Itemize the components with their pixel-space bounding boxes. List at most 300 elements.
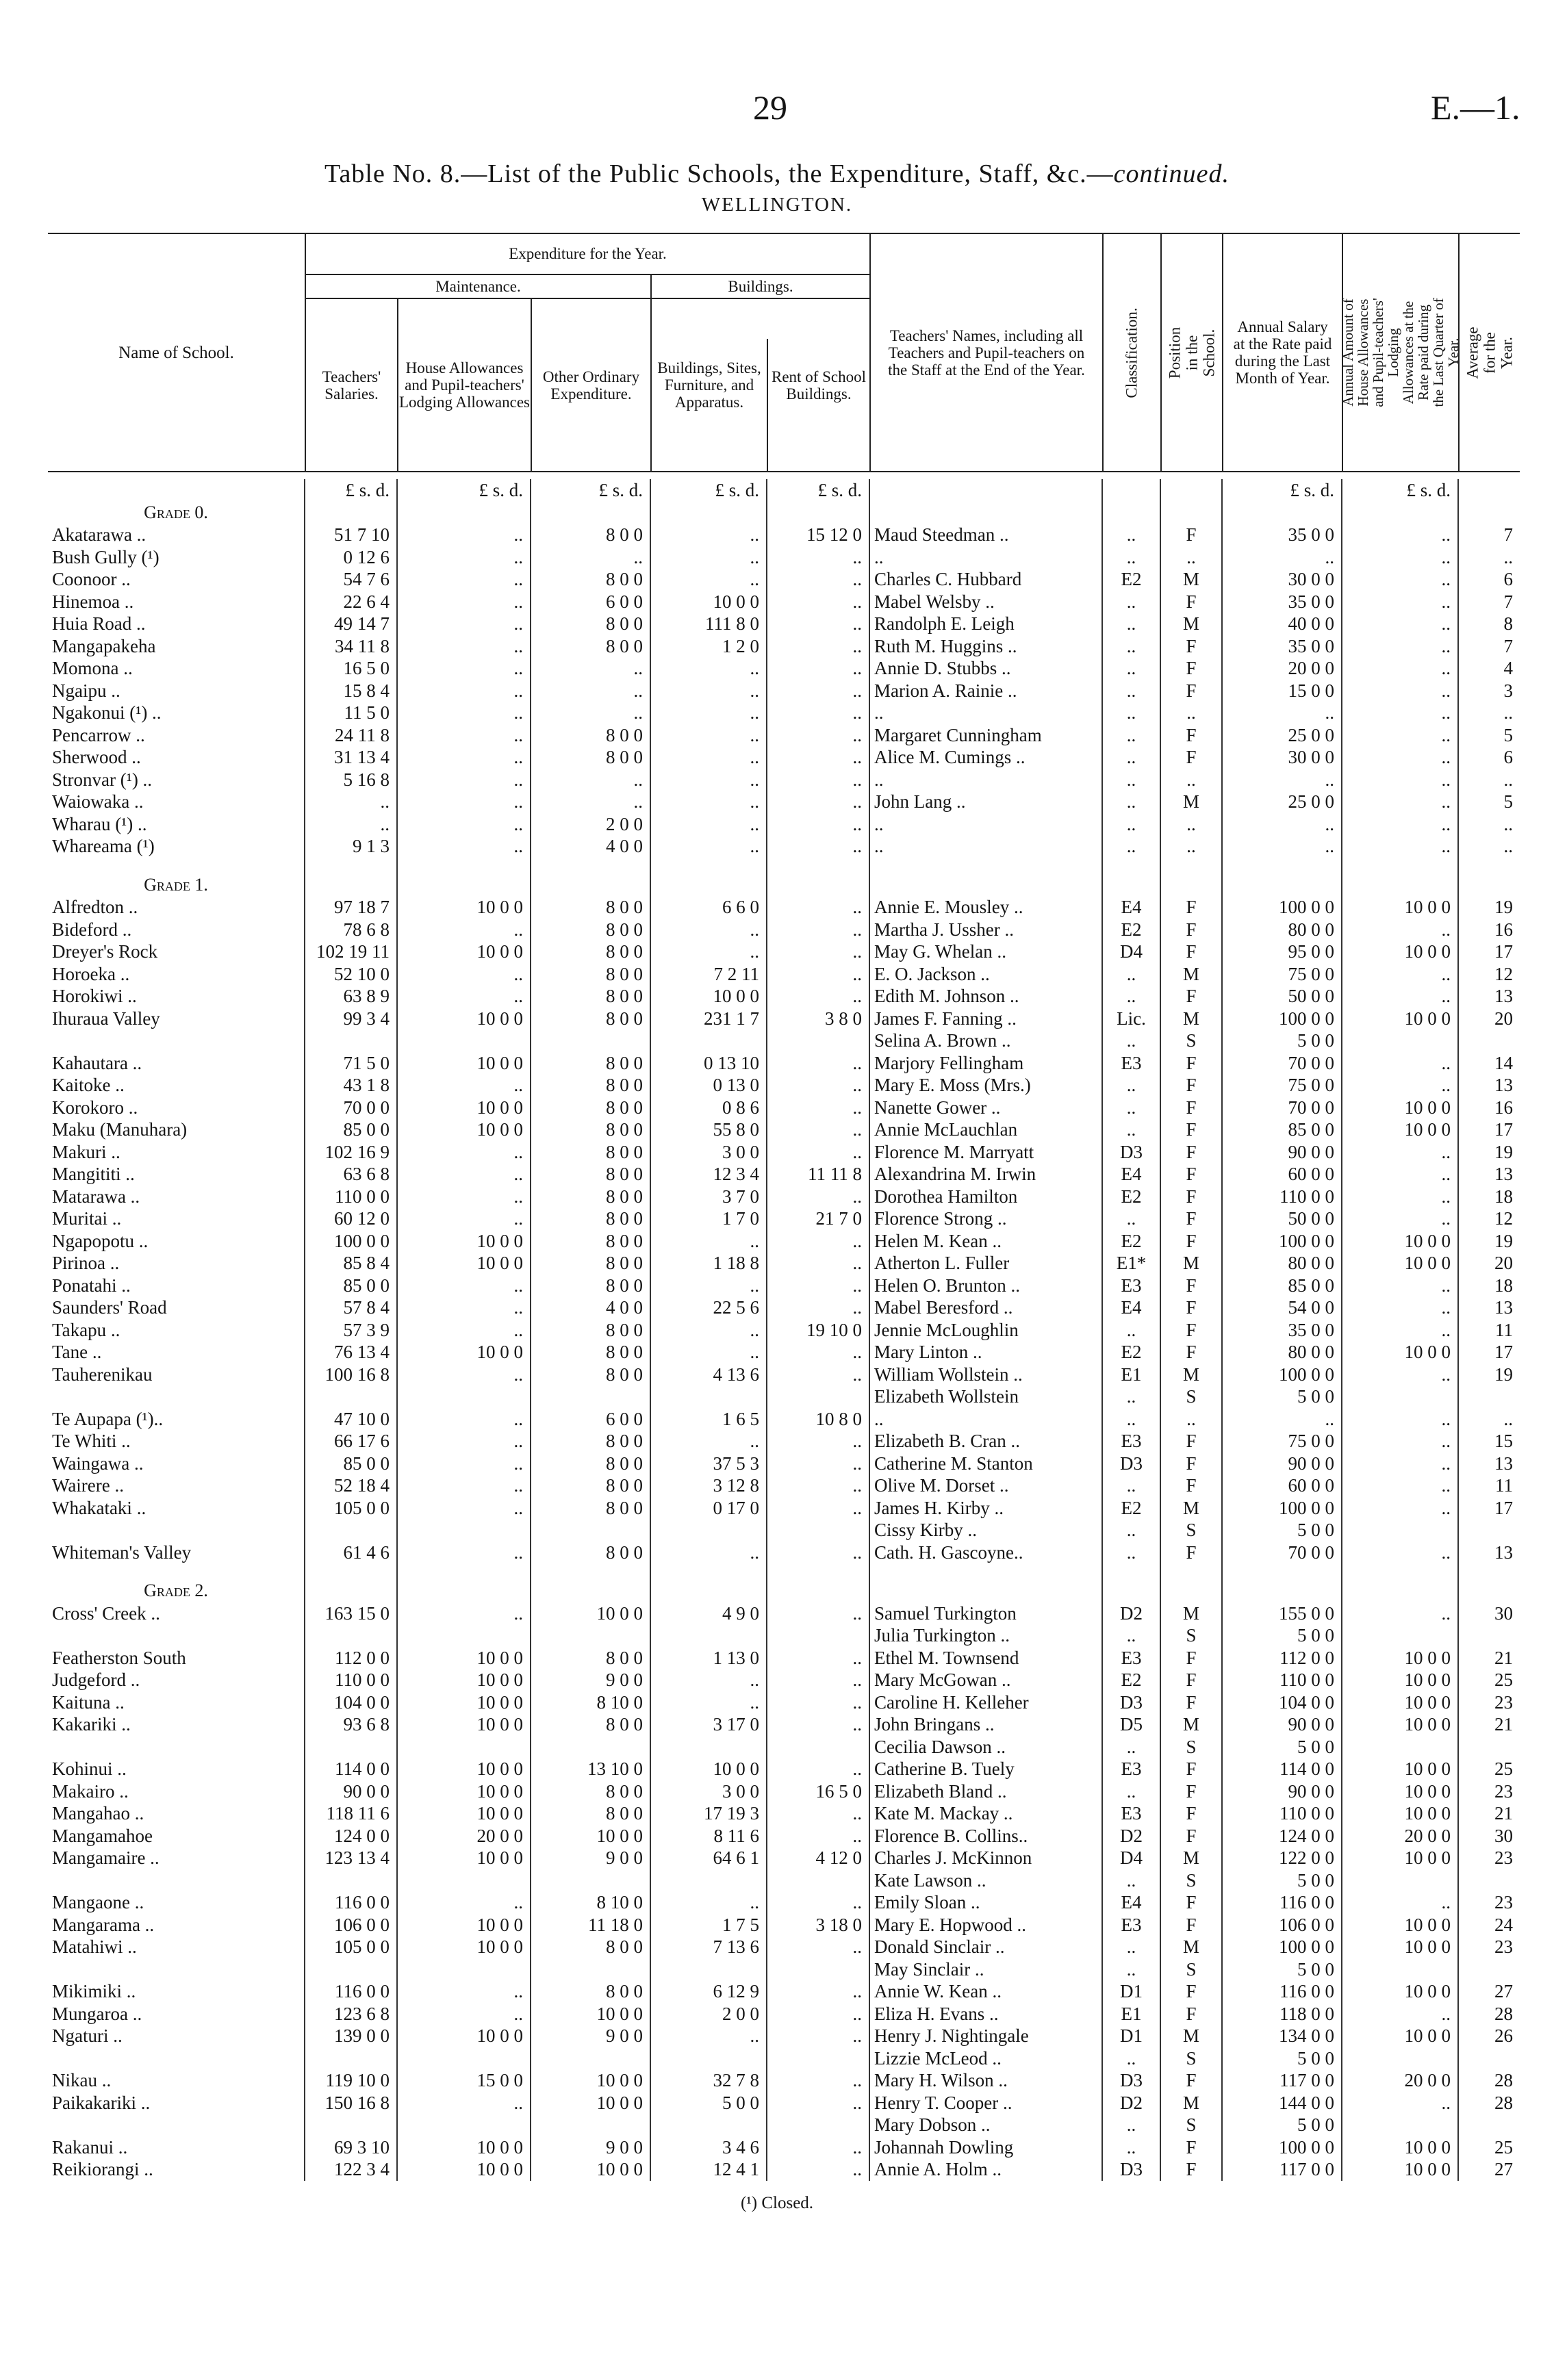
cell-bld: .. (650, 657, 767, 680)
cell-avg (1458, 2047, 1520, 2070)
cell-house (397, 1385, 531, 1408)
school-name: Mikimiki .. (52, 1981, 136, 2002)
cell-ha: 10 0 0 (1342, 1252, 1458, 1275)
school-name (48, 1385, 305, 1408)
cell-avg: 25 (1458, 1758, 1520, 1780)
cell-annual: 35 0 0 (1222, 591, 1342, 613)
cell-annual: 5 0 0 (1222, 2114, 1342, 2136)
cell-bld: 3 7 0 (650, 1186, 767, 1208)
grade-heading: Grade 1. (144, 874, 208, 895)
cell-house: 10 0 0 (397, 1341, 531, 1364)
cell-annual: 110 0 0 (1222, 1186, 1342, 1208)
cell-sal: 54 7 6 (305, 568, 397, 591)
table-row (48, 1936, 1520, 1958)
cell-cls: E2 (1102, 1497, 1160, 1520)
school-name: Whakataki .. (52, 1497, 147, 1518)
cell-ha: 10 0 0 (1342, 1097, 1458, 1119)
cell-bld: .. (650, 1669, 767, 1691)
cell-ha (1342, 1958, 1458, 1981)
cell-ha: 10 0 0 (1342, 1780, 1458, 1803)
school-name: Kohinui .. (52, 1758, 127, 1780)
cell-ha: .. (1342, 702, 1458, 724)
school-name: Tane .. (52, 1342, 102, 1363)
cell-house: .. (397, 1319, 531, 1342)
cell-pos: F (1160, 941, 1222, 963)
cell-house: .. (397, 746, 531, 769)
table-row (48, 702, 1520, 724)
cell-cls: .. (1102, 613, 1160, 635)
cell-annual: 90 0 0 (1222, 1141, 1342, 1164)
cell-pos: M (1160, 791, 1222, 813)
cell-cls: .. (1102, 2114, 1160, 2136)
table-row (48, 896, 1520, 919)
school-name: Ngaturi .. (52, 2025, 123, 2047)
cell-sal: 52 18 4 (305, 1474, 397, 1497)
cell-teacher: .. (869, 702, 1102, 724)
cell-teacher: Cath. H. Gascoyne.. (869, 1541, 1102, 1564)
cell-other: 8 0 0 (531, 1118, 650, 1141)
cell-sal (305, 1029, 397, 1052)
table-row (48, 1780, 1520, 1803)
cell-avg: 16 (1458, 919, 1520, 941)
cell-annual: 85 0 0 (1222, 1275, 1342, 1297)
cell-teacher: John Bringans .. (869, 1713, 1102, 1736)
cell-teacher: Charles J. McKinnon (869, 1847, 1102, 1869)
cell-rent: .. (767, 1758, 869, 1780)
cell-annual: 104 0 0 (1222, 1691, 1342, 1714)
cell-bld: 5 0 0 (650, 2092, 767, 2114)
cell-sal: 105 0 0 (305, 1497, 397, 1520)
cell-house: .. (397, 1430, 531, 1453)
cell-teacher: Helen O. Brunton .. (869, 1275, 1102, 1297)
cell-cls: E2 (1102, 568, 1160, 591)
cell-rent: .. (767, 1341, 869, 1364)
table-row (48, 1847, 1520, 1869)
cell-pos: F (1160, 1980, 1222, 2003)
cell-avg: 27 (1458, 1980, 1520, 2003)
cell-annual: 50 0 0 (1222, 985, 1342, 1008)
cell-other: 8 0 0 (531, 1936, 650, 1958)
table-row (48, 2092, 1520, 2114)
cell-avg: 11 (1458, 1319, 1520, 1342)
cell-bld: 1 13 0 (650, 1647, 767, 1669)
cell-annual: 100 0 0 (1222, 1364, 1342, 1386)
cell-avg: 23 (1458, 1936, 1520, 1958)
units-row (48, 479, 1520, 502)
cell-ha: 20 0 0 (1342, 2069, 1458, 2092)
cell-rent: .. (767, 724, 869, 747)
cell-house: .. (397, 2003, 531, 2025)
school-name (48, 1958, 305, 1981)
cell-cls: .. (1102, 2047, 1160, 2070)
cell-sal: 76 13 4 (305, 1341, 397, 1364)
cell-annual: 25 0 0 (1222, 791, 1342, 813)
cell-ha: .. (1342, 835, 1458, 858)
cell-cls: .. (1102, 1736, 1160, 1758)
cell-cls: .. (1102, 702, 1160, 724)
spacer-row (48, 1563, 1520, 1580)
cell-avg: 19 (1458, 1141, 1520, 1164)
cell-ha (1342, 1869, 1458, 1892)
cell-annual: 114 0 0 (1222, 1758, 1342, 1780)
school-name: Hinemoa .. (52, 591, 134, 612)
cell-sal (305, 1519, 397, 1541)
cell-pos: F (1160, 1275, 1222, 1297)
cell-rent: .. (767, 835, 869, 858)
cell-ha (1342, 1736, 1458, 1758)
cell-teacher: Randolph E. Leigh (869, 613, 1102, 635)
table-row (48, 2069, 1520, 2092)
table-row (48, 680, 1520, 702)
footnote: (¹) Closed. (740, 2194, 814, 2212)
cell-pos: S (1160, 2047, 1222, 2070)
cell-bld: .. (650, 546, 767, 569)
table-row (48, 1230, 1520, 1253)
cell-rent: 21 7 0 (767, 1207, 869, 1230)
cell-other: 8 0 0 (531, 1541, 650, 1564)
cell-house: .. (397, 1296, 531, 1319)
table-row (48, 1097, 1520, 1119)
cell-avg: 6 (1458, 568, 1520, 591)
cell-sal (305, 1869, 397, 1892)
cell-teacher: E. O. Jackson .. (869, 963, 1102, 986)
cell-house: 10 0 0 (397, 2136, 531, 2159)
cell-cls: .. (1102, 1624, 1160, 1647)
page-number: 29 (753, 88, 787, 127)
cell-annual: 100 0 0 (1222, 896, 1342, 919)
school-name: Paikakariki .. (52, 2092, 151, 2113)
cell-cls: .. (1102, 1118, 1160, 1141)
cell-cls: .. (1102, 985, 1160, 1008)
cell-house (397, 2114, 531, 2136)
cell-bld: .. (650, 769, 767, 791)
cell-avg: 23 (1458, 1780, 1520, 1803)
cell-cls: .. (1102, 1207, 1160, 1230)
cell-sal: 31 13 4 (305, 746, 397, 769)
cell-annual: 116 0 0 (1222, 1891, 1342, 1914)
cell-bld (650, 1624, 767, 1647)
school-name (48, 1869, 305, 1892)
cell-ha (1342, 2047, 1458, 2070)
cell-teacher: .. (869, 835, 1102, 858)
table-title (0, 159, 1554, 189)
table-row (48, 546, 1520, 569)
cell-cls: .. (1102, 724, 1160, 747)
table-row (48, 1736, 1520, 1758)
cell-cls: E3 (1102, 1052, 1160, 1075)
cell-cls: E1 (1102, 1364, 1160, 1386)
cell-avg: 13 (1458, 1074, 1520, 1097)
table-row (48, 1624, 1520, 1647)
cell-avg: 28 (1458, 2069, 1520, 2092)
cell-annual: 80 0 0 (1222, 919, 1342, 941)
cell-house: 10 0 0 (397, 1097, 531, 1119)
cell-cls: D3 (1102, 2158, 1160, 2181)
cell-annual: 117 0 0 (1222, 2069, 1342, 2092)
cell-sal (305, 1736, 397, 1758)
cell-bld: 3 4 6 (650, 2136, 767, 2159)
cell-bld: 3 0 0 (650, 1141, 767, 1164)
cell-other: 8 0 0 (531, 746, 650, 769)
cell-sal: 118 11 6 (305, 1802, 397, 1825)
school-name: Maku (Manuhara) (52, 1119, 188, 1140)
cell-bld: .. (650, 2025, 767, 2047)
table-row (48, 1980, 1520, 2003)
cell-annual: 5 0 0 (1222, 1869, 1342, 1892)
cell-rent: 10 8 0 (767, 1408, 869, 1431)
cell-house: 20 0 0 (397, 1825, 531, 1847)
cell-cls: .. (1102, 835, 1160, 858)
cell-pos: F (1160, 1453, 1222, 1475)
cell-teacher: Marion A. Rainie .. (869, 680, 1102, 702)
cell-sal: 122 3 4 (305, 2158, 397, 2181)
cell-bld: .. (650, 568, 767, 591)
school-name: Bideford .. (52, 919, 132, 940)
cell-house: .. (397, 963, 531, 986)
cell-bld: 2 0 0 (650, 2003, 767, 2025)
cell-pos: .. (1160, 546, 1222, 569)
cell-ha: .. (1342, 791, 1458, 813)
cell-other: 8 0 0 (531, 1780, 650, 1803)
cell-sal: 104 0 0 (305, 1691, 397, 1714)
table-row (48, 1825, 1520, 1847)
cell-house: .. (397, 524, 531, 546)
cell-ha: 10 0 0 (1342, 1691, 1458, 1714)
table-row (48, 1891, 1520, 1914)
table-row (48, 524, 1520, 546)
cell-other: 9 0 0 (531, 2136, 650, 2159)
cell-cls: D3 (1102, 2069, 1160, 2092)
cell-cls: E2 (1102, 919, 1160, 941)
table-row (48, 813, 1520, 836)
cell-annual: 70 0 0 (1222, 1052, 1342, 1075)
cell-bld (650, 1385, 767, 1408)
cell-sal (305, 1385, 397, 1408)
table-row (48, 746, 1520, 769)
table-row (48, 2158, 1520, 2181)
cell-ha: 10 0 0 (1342, 1230, 1458, 1253)
cell-ha: .. (1342, 635, 1458, 658)
cell-ha: .. (1342, 1430, 1458, 1453)
cell-avg (1458, 1869, 1520, 1892)
cell-annual: 144 0 0 (1222, 2092, 1342, 2114)
cell-other: 8 0 0 (531, 1008, 650, 1030)
cell-ha: .. (1342, 546, 1458, 569)
cell-bld: 7 2 11 (650, 963, 767, 986)
cell-bld: .. (650, 1891, 767, 1914)
cell-annual: 155 0 0 (1222, 1602, 1342, 1625)
header-name-of-school: Name of School. (118, 343, 234, 362)
cell-annual: 90 0 0 (1222, 1780, 1342, 1803)
school-name: Horokiwi .. (52, 986, 137, 1007)
table-row (48, 769, 1520, 791)
school-name: Kaitoke .. (52, 1075, 125, 1096)
cell-house: 10 0 0 (397, 1052, 531, 1075)
cell-rent: .. (767, 680, 869, 702)
cell-cls: .. (1102, 1097, 1160, 1119)
cell-house: 10 0 0 (397, 1669, 531, 1691)
table-row (48, 568, 1520, 591)
cell-rent: .. (767, 2003, 869, 2025)
cell-avg: 19 (1458, 1364, 1520, 1386)
cell-sal: 57 3 9 (305, 1319, 397, 1342)
cell-pos: F (1160, 1186, 1222, 1208)
cell-avg: 17 (1458, 1341, 1520, 1364)
cell-annual: 35 0 0 (1222, 635, 1342, 658)
cell-sal (305, 2047, 397, 2070)
cell-rent: .. (767, 985, 869, 1008)
cell-house: .. (397, 1602, 531, 1625)
cell-cls: .. (1102, 746, 1160, 769)
cell-other: 8 0 0 (531, 1319, 650, 1342)
cell-ha: .. (1342, 769, 1458, 791)
cell-ha: .. (1342, 524, 1458, 546)
cell-teacher: Martha J. Ussher .. (869, 919, 1102, 941)
cell-pos: M (1160, 1936, 1222, 1958)
cell-rent: .. (767, 2025, 869, 2047)
cell-ha (1342, 1029, 1458, 1052)
table-header (48, 233, 1520, 472)
cell-other (531, 2114, 650, 2136)
cell-teacher: William Wollstein .. (869, 1364, 1102, 1386)
cell-rent: .. (767, 591, 869, 613)
cell-ha: .. (1342, 1497, 1458, 1520)
cell-other: 10 0 0 (531, 2092, 650, 2114)
cell-pos: F (1160, 1891, 1222, 1914)
cell-pos: F (1160, 680, 1222, 702)
cell-annual: 90 0 0 (1222, 1713, 1342, 1736)
cell-annual: 35 0 0 (1222, 1319, 1342, 1342)
cell-rent: .. (767, 1891, 869, 1914)
cell-annual: 122 0 0 (1222, 1847, 1342, 1869)
cell-sal: 47 10 0 (305, 1408, 397, 1431)
cell-other: 11 18 0 (531, 1914, 650, 1936)
header-position: Position in the School. (1166, 327, 1218, 379)
cell-sal: 71 5 0 (305, 1052, 397, 1075)
school-name: Mangapakeha (52, 635, 156, 656)
schools-table (48, 479, 1520, 2181)
cell-bld: 0 13 0 (650, 1074, 767, 1097)
school-name: Kahautara .. (52, 1052, 142, 1073)
cell-other: 8 0 0 (531, 1275, 650, 1297)
cell-avg: 18 (1458, 1275, 1520, 1297)
cell-pos: M (1160, 1847, 1222, 1869)
cell-other: 10 0 0 (531, 1602, 650, 1625)
cell-annual: 5 0 0 (1222, 1385, 1342, 1408)
cell-avg (1458, 1029, 1520, 1052)
cell-ha: .. (1342, 1453, 1458, 1475)
cell-bld: 12 4 1 (650, 2158, 767, 2181)
cell-teacher: Kate M. Mackay .. (869, 1802, 1102, 1825)
cell-teacher: Elizabeth Wollstein (869, 1385, 1102, 1408)
header-buildings: Buildings. (728, 278, 793, 295)
school-name: Ponatahi .. (52, 1275, 131, 1296)
cell-teacher: Samuel Turkington (869, 1602, 1102, 1625)
cell-house: .. (397, 1074, 531, 1097)
cell-bld: 1 7 5 (650, 1914, 767, 1936)
table-row (48, 1430, 1520, 1453)
cell-rent: .. (767, 896, 869, 919)
cell-bld: .. (650, 1691, 767, 1714)
cell-annual: 75 0 0 (1222, 1430, 1342, 1453)
cell-pos: .. (1160, 702, 1222, 724)
cell-pos: .. (1160, 813, 1222, 836)
cell-cls: .. (1102, 1519, 1160, 1541)
cell-sal: 102 16 9 (305, 1141, 397, 1164)
cell-pos: F (1160, 1118, 1222, 1141)
cell-bld: 22 5 6 (650, 1296, 767, 1319)
cell-avg (1458, 1624, 1520, 1647)
cell-sal: 97 18 7 (305, 896, 397, 919)
cell-annual: 100 0 0 (1222, 1497, 1342, 1520)
cell-cls: E4 (1102, 1163, 1160, 1186)
cell-avg: 13 (1458, 1296, 1520, 1319)
table-row (48, 1029, 1520, 1052)
cell-house: 10 0 0 (397, 1758, 531, 1780)
cell-other: 8 0 0 (531, 963, 650, 986)
table-row (48, 1519, 1520, 1541)
table-row (48, 1602, 1520, 1625)
cell-cls: D1 (1102, 2025, 1160, 2047)
school-name: Whareama (¹) (52, 836, 155, 857)
cell-cls: .. (1102, 1780, 1160, 1803)
cell-ha: .. (1342, 724, 1458, 747)
cell-ha (1342, 2114, 1458, 2136)
cell-avg: 25 (1458, 2136, 1520, 2159)
school-name: Pencarrow .. (52, 724, 145, 745)
cell-sal: 93 6 8 (305, 1713, 397, 1736)
cell-cls: D4 (1102, 941, 1160, 963)
cell-sal: 150 16 8 (305, 2092, 397, 2114)
cell-pos: F (1160, 1141, 1222, 1164)
school-name: Horoeka .. (52, 963, 130, 984)
table-row (48, 985, 1520, 1008)
units-house: £ s. d. (397, 479, 531, 502)
cell-other: 8 0 0 (531, 896, 650, 919)
school-name: Whiteman's Valley (52, 1541, 192, 1563)
cell-other: .. (531, 702, 650, 724)
cell-house: .. (397, 1453, 531, 1475)
cell-ha: 10 0 0 (1342, 2158, 1458, 2181)
cell-house (397, 1869, 531, 1892)
cell-other: 8 0 0 (531, 724, 650, 747)
cell-pos: F (1160, 1296, 1222, 1319)
cell-annual: 60 0 0 (1222, 1163, 1342, 1186)
table-row (48, 1758, 1520, 1780)
table-row (48, 635, 1520, 658)
cell-bld: .. (650, 1541, 767, 1564)
cell-house: .. (397, 769, 531, 791)
grade-heading: Grade 2. (144, 1581, 208, 1601)
cell-annual: .. (1222, 769, 1342, 791)
cell-avg: 16 (1458, 1097, 1520, 1119)
cell-rent: .. (767, 657, 869, 680)
cell-house: .. (397, 613, 531, 635)
table-row (48, 1647, 1520, 1669)
cell-annual: 30 0 0 (1222, 568, 1342, 591)
cell-pos: S (1160, 1029, 1222, 1052)
school-name (48, 1736, 305, 1758)
cell-house: 10 0 0 (397, 1914, 531, 1936)
cell-rent: .. (767, 919, 869, 941)
cell-other: 10 0 0 (531, 1825, 650, 1847)
cell-pos: M (1160, 1713, 1222, 1736)
cell-sal: 51 7 10 (305, 524, 397, 546)
table-row (48, 613, 1520, 635)
cell-teacher: Alexandrina M. Irwin (869, 1163, 1102, 1186)
header-annual-salary: Annual Salary at the Rate paid during the Last Month of Year. (1233, 318, 1332, 387)
cell-cls: E2 (1102, 1230, 1160, 1253)
